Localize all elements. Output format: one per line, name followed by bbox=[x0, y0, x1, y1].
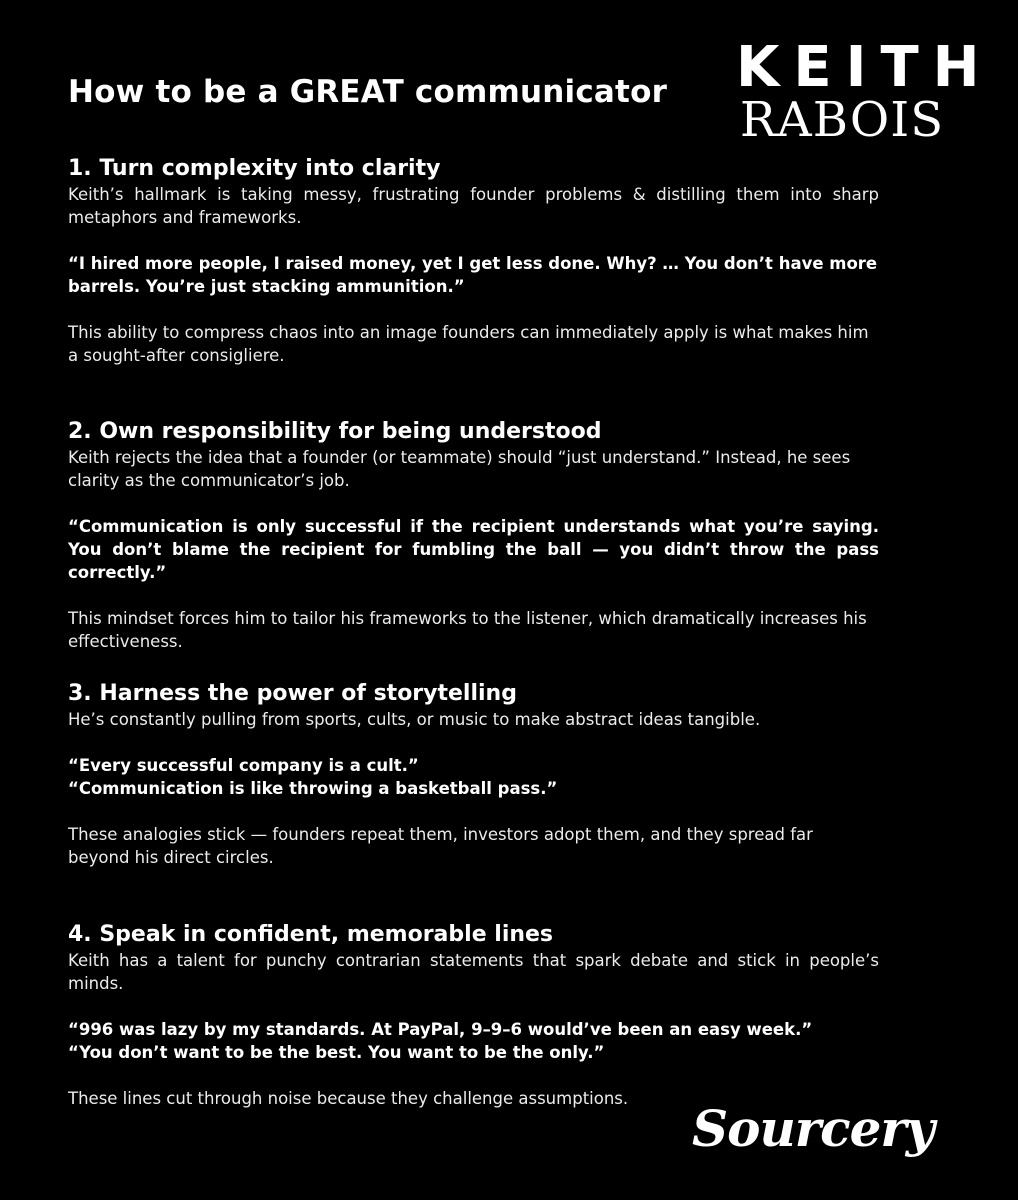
section-intro: Keith’s hallmark is taking messy, frustrating founder problems & distilling them into sharp metaphors and frameworks. bbox=[68, 185, 879, 227]
section-intro: Keith has a talent for punchy contrarian statements that spark debate and stick in people’s minds. bbox=[68, 951, 879, 993]
section-followup: This ability to compress chaos into an image founders can immediately apply is what makes him a sought-after consigliere. bbox=[68, 323, 869, 365]
section-followup: This mindset forces him to tailor his frameworks to the listener, which dramatically increases his effectiveness. bbox=[68, 609, 867, 651]
section-followup: These lines cut through noise because they challenge assumptions. bbox=[68, 1089, 629, 1108]
sourcery-logo: Sourcery bbox=[692, 1099, 934, 1158]
quote-line: “996 was lazy by my standards. At PayPal, 9–9–6 would’ve been an easy week.” bbox=[68, 1020, 813, 1039]
section-followup: These analogies stick — founders repeat them, investors adopt them, and they spread far beyond his direct circles. bbox=[68, 825, 813, 867]
quote-line: “Communication is like throwing a basketball pass.” bbox=[68, 779, 558, 798]
section-intro: He’s constantly pulling from sports, cults, or music to make abstract ideas tangible. bbox=[68, 710, 761, 729]
quote-line: “You don’t want to be the best. You want to be the only.” bbox=[68, 1043, 605, 1062]
section-memorable-lines bbox=[68, 921, 879, 1110]
quote-line: “I hired more people, I raised money, yet I get less done. Why? … You don’t have more barrels. You’re just stacking ammunition.” bbox=[68, 254, 878, 296]
section-responsibility bbox=[68, 418, 879, 653]
section-quote bbox=[68, 252, 879, 298]
section-heading: 3. Harness the power of storytelling bbox=[68, 681, 517, 706]
section-storytelling bbox=[68, 680, 879, 869]
section-heading: 4. Speak in confident, memorable lines bbox=[68, 922, 554, 947]
section-quote bbox=[68, 515, 879, 584]
section-heading: 1. Turn complexity into clarity bbox=[68, 156, 441, 181]
page-title: How to be a GREAT communicator bbox=[68, 74, 668, 110]
quote-line: “Communication is only successful if the recipient understands what you’re saying. You don’t blame the recipient for fumbling the ball — you didn’t throw the pass correctly.” bbox=[68, 517, 879, 582]
quote-line: “Every successful company is a cult.” bbox=[68, 756, 419, 775]
section-clarity bbox=[68, 155, 879, 367]
section-quote bbox=[68, 754, 879, 800]
logo-last-name: RABOIS bbox=[739, 92, 945, 148]
logo-first-name: KEITH bbox=[736, 35, 994, 100]
section-intro: Keith rejects the idea that a founder (or teammate) should “just understand.” Instead, he sees clarity as the communicator’s job. bbox=[68, 448, 851, 490]
keith-rabois-logo bbox=[722, 35, 994, 148]
section-heading: 2. Own responsibility for being understood bbox=[68, 419, 602, 444]
section-quote bbox=[68, 1018, 879, 1064]
